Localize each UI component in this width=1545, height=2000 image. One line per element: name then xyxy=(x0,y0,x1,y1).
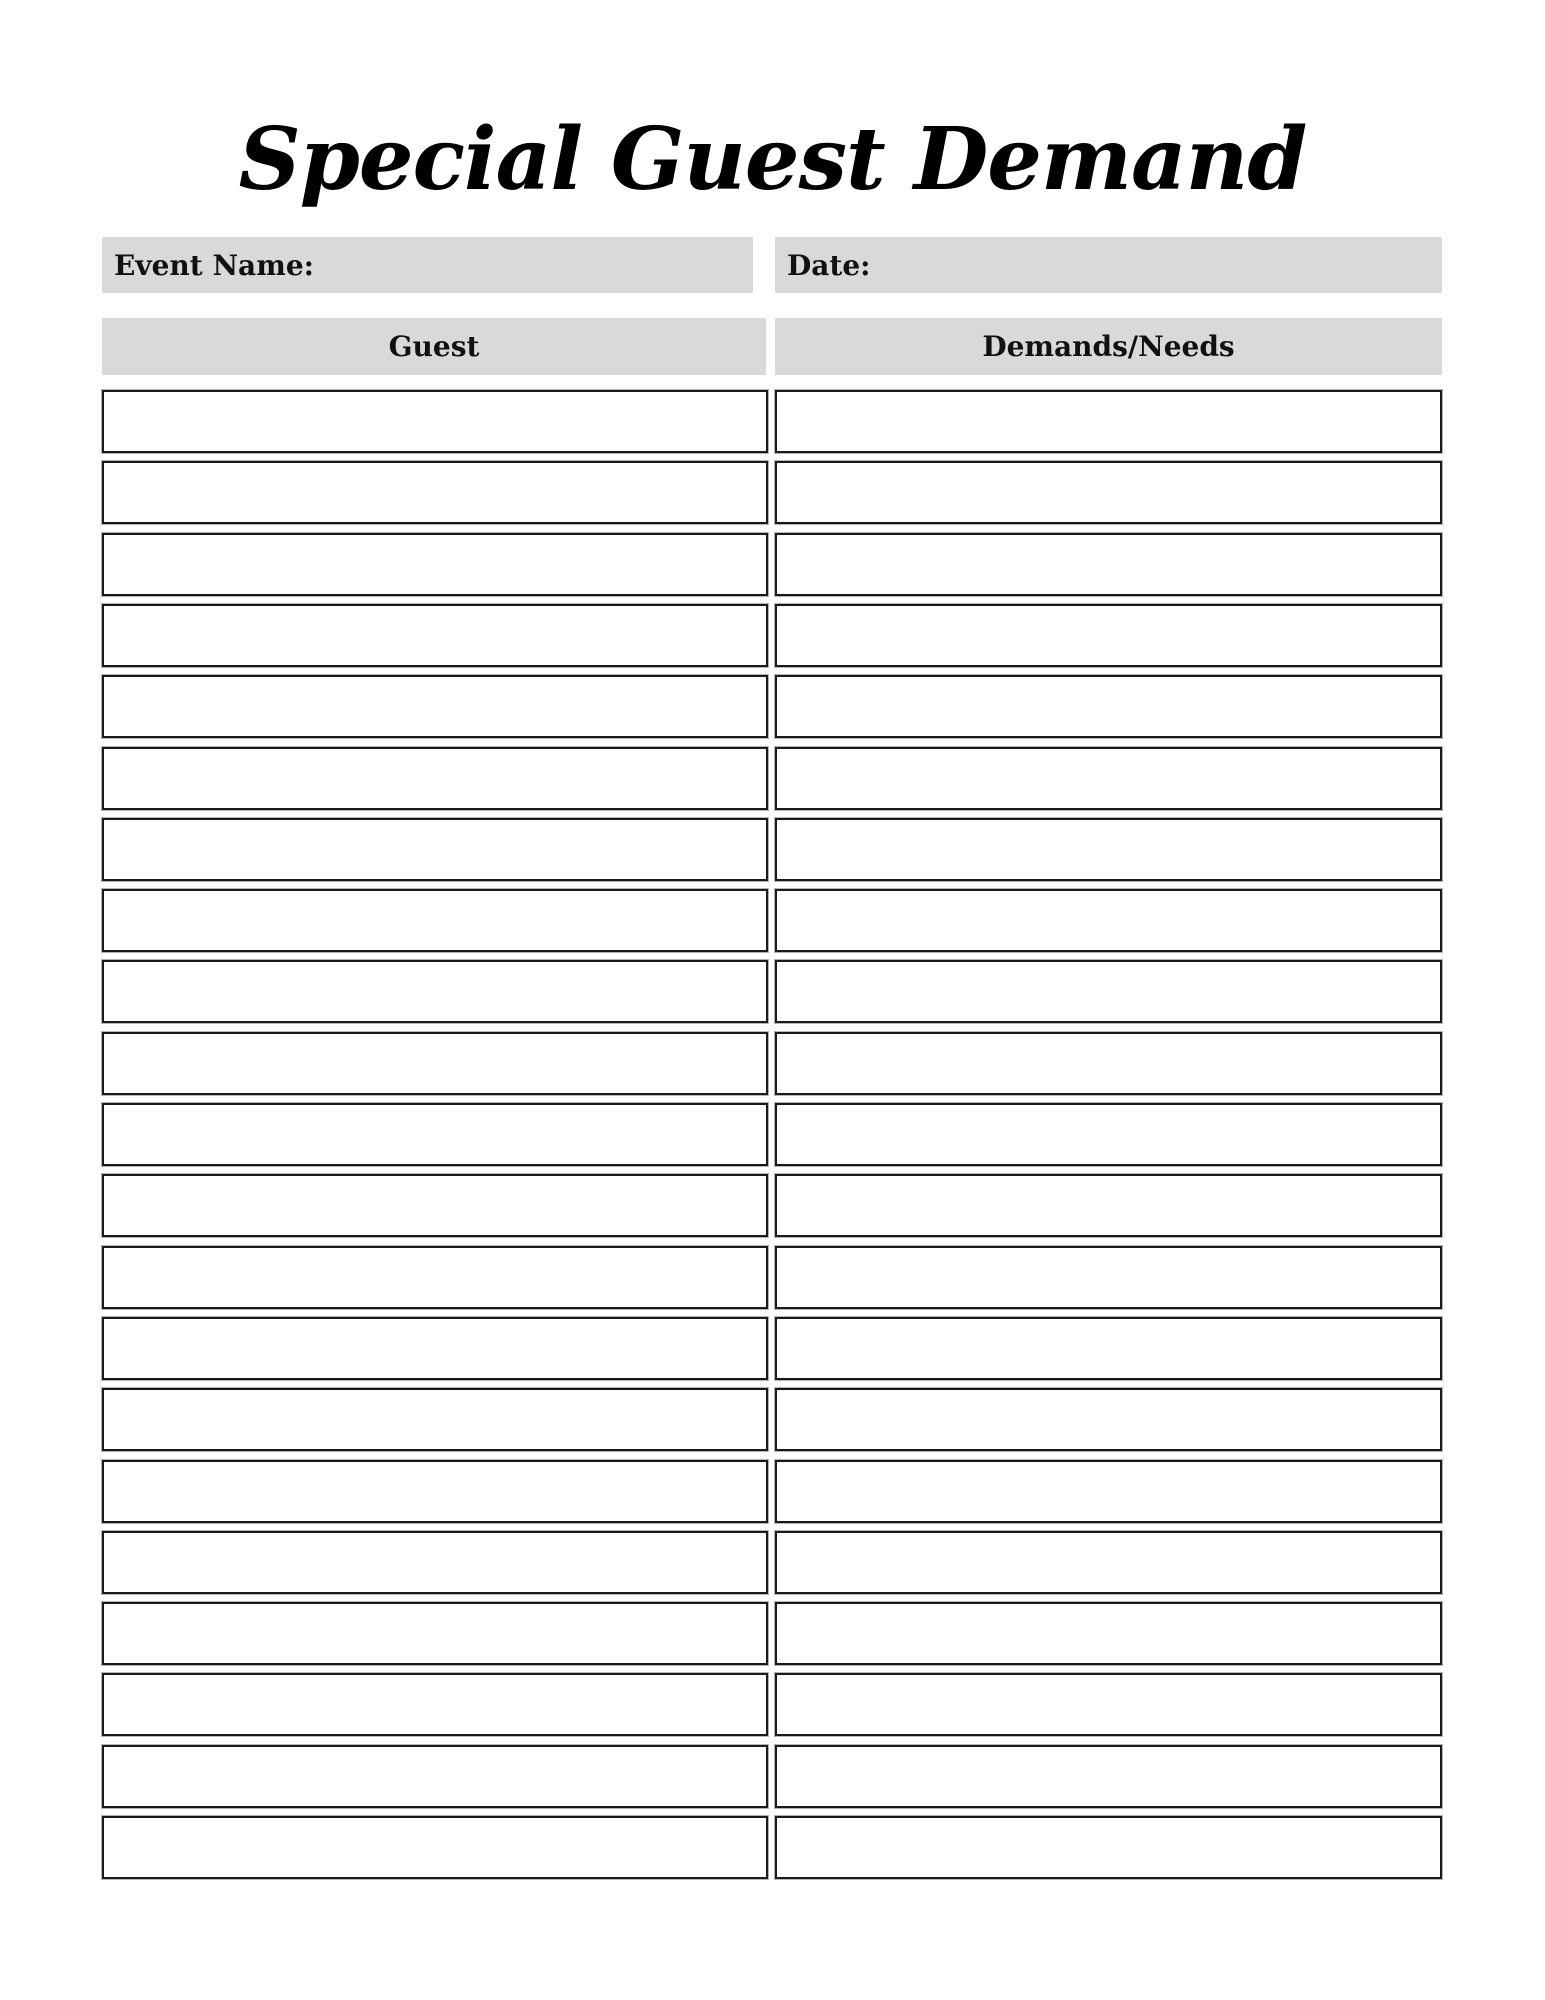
column-header-demands: Demands/Needs xyxy=(775,318,1442,375)
demands-cell[interactable] xyxy=(775,390,1442,453)
guest-cell[interactable] xyxy=(102,1673,768,1736)
guest-cell[interactable] xyxy=(102,675,768,738)
date-field[interactable] xyxy=(775,237,1442,293)
page-title: Special Guest Demand xyxy=(238,109,1307,210)
guest-cell[interactable] xyxy=(102,1602,768,1665)
demands-cell[interactable] xyxy=(775,818,1442,881)
guest-cell[interactable] xyxy=(102,1460,768,1523)
demands-cell[interactable] xyxy=(775,1602,1442,1665)
demands-cell[interactable] xyxy=(775,604,1442,667)
demands-cell[interactable] xyxy=(775,889,1442,952)
guest-cell[interactable] xyxy=(102,461,768,524)
demands-cell[interactable] xyxy=(775,1531,1442,1594)
demands-cell[interactable] xyxy=(775,1745,1442,1808)
guest-cell[interactable] xyxy=(102,390,768,453)
demands-cell[interactable] xyxy=(775,1174,1442,1237)
guest-cell[interactable] xyxy=(102,1388,768,1451)
demands-cell[interactable] xyxy=(775,1460,1442,1523)
demands-cell[interactable] xyxy=(775,747,1442,810)
demands-cell[interactable] xyxy=(775,1032,1442,1095)
demands-cell[interactable] xyxy=(775,533,1442,596)
demands-cell[interactable] xyxy=(775,1246,1442,1309)
guest-cell[interactable] xyxy=(102,818,768,881)
guest-cell[interactable] xyxy=(102,533,768,596)
demands-cell[interactable] xyxy=(775,675,1442,738)
guest-cell[interactable] xyxy=(102,1174,768,1237)
guest-cell[interactable] xyxy=(102,747,768,810)
guest-cell[interactable] xyxy=(102,1246,768,1309)
guest-cell[interactable] xyxy=(102,1032,768,1095)
demands-cell[interactable] xyxy=(775,1388,1442,1451)
event-name-label: Event Name: xyxy=(114,248,314,282)
guest-cell[interactable] xyxy=(102,1745,768,1808)
date-label: Date: xyxy=(787,248,871,282)
demands-cell[interactable] xyxy=(775,461,1442,524)
guest-cell[interactable] xyxy=(102,1317,768,1380)
guest-cell[interactable] xyxy=(102,1103,768,1166)
guest-cell[interactable] xyxy=(102,604,768,667)
guest-cell[interactable] xyxy=(102,1816,768,1879)
event-name-field[interactable] xyxy=(102,237,753,293)
demands-cell[interactable] xyxy=(775,1816,1442,1879)
column-header-guest: Guest xyxy=(102,318,766,375)
guest-cell[interactable] xyxy=(102,889,768,952)
demands-cell[interactable] xyxy=(775,960,1442,1023)
demands-cell[interactable] xyxy=(775,1103,1442,1166)
guest-cell[interactable] xyxy=(102,1531,768,1594)
guest-cell[interactable] xyxy=(102,960,768,1023)
demands-cell[interactable] xyxy=(775,1673,1442,1736)
demands-cell[interactable] xyxy=(775,1317,1442,1380)
